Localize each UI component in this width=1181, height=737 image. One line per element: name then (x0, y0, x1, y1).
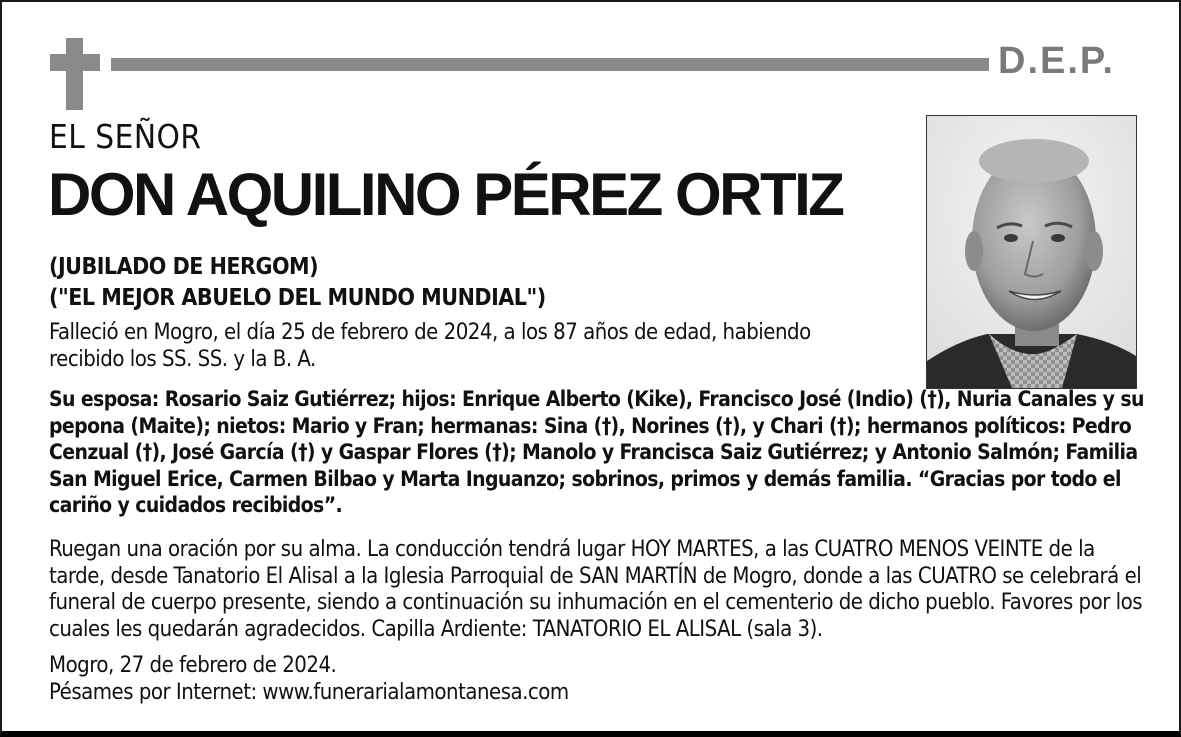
deceased-name: DON AQUILINO PÉREZ ORTIZ (48, 161, 843, 228)
portrait-photo (926, 115, 1137, 389)
funeral-details-text: Ruegan una oración por su alma. La conducción tendrá lugar HOY MARTES, a las CUATRO MENOS VEINTE de la tarde, desde Tanatorio El Alisal a la Iglesia Parroquial de SAN MARTÍN de Mogro, donde a las CUATRO se celebrará el funeral de cuerpo presente, siendo a continuación su inhumación en el cementerio de dicho pueblo. Favores por los cuales les quedarán agradecidos. Capilla Ardiente: TANATORIO EL ALISAL (sala 3). (49, 537, 1143, 642)
occupation-note: (JUBILADO DE HERGOM) (49, 254, 319, 280)
death-notice-text: Falleció en Mogro, el día 25 de febrero de 2024, a los 87 años de edad, habiendo recibido los SS. SS. y la B. A. (49, 320, 811, 372)
honorific: EL SEÑOR (49, 117, 202, 156)
closing-text (49, 653, 949, 706)
cross-icon-arm (50, 54, 100, 71)
dep-label: D.E.P. (998, 40, 1115, 82)
portrait-illustration (927, 116, 1136, 388)
family-list-text: Su esposa: Rosario Saiz Gutiérrez; hijos: Enrique Alberto (Kike), Francisco José (Indio) (†), Nuria Canales y su pepona (Maite); nietos: Mario y Fran; hermanas: Sina (†), Norines (†), y Chari (†); hermanos políticos: Pedro Cenzual (†), José García (†) y Gaspar Flores (†); Manolo y Francisca Saiz Gutiérrez; y Antonio Salmón; Familia San Miguel Erice, Carmen Bilbao y Marta Inguanzo; sobrinos, primos y demás familia. “Gracias por todo el cariño y cuidados recibidos”. (49, 387, 1144, 517)
place-date: Mogro, 27 de febrero de 2024. (49, 653, 337, 678)
dedication-note: ("EL MEJOR ABUELO DEL MUNDO MUNDIAL") (49, 285, 546, 311)
header-rule (111, 58, 989, 71)
cross-icon (66, 38, 83, 110)
condolences-link: Pésames por Internet: www.funerarialamontanesa.com (49, 679, 569, 705)
